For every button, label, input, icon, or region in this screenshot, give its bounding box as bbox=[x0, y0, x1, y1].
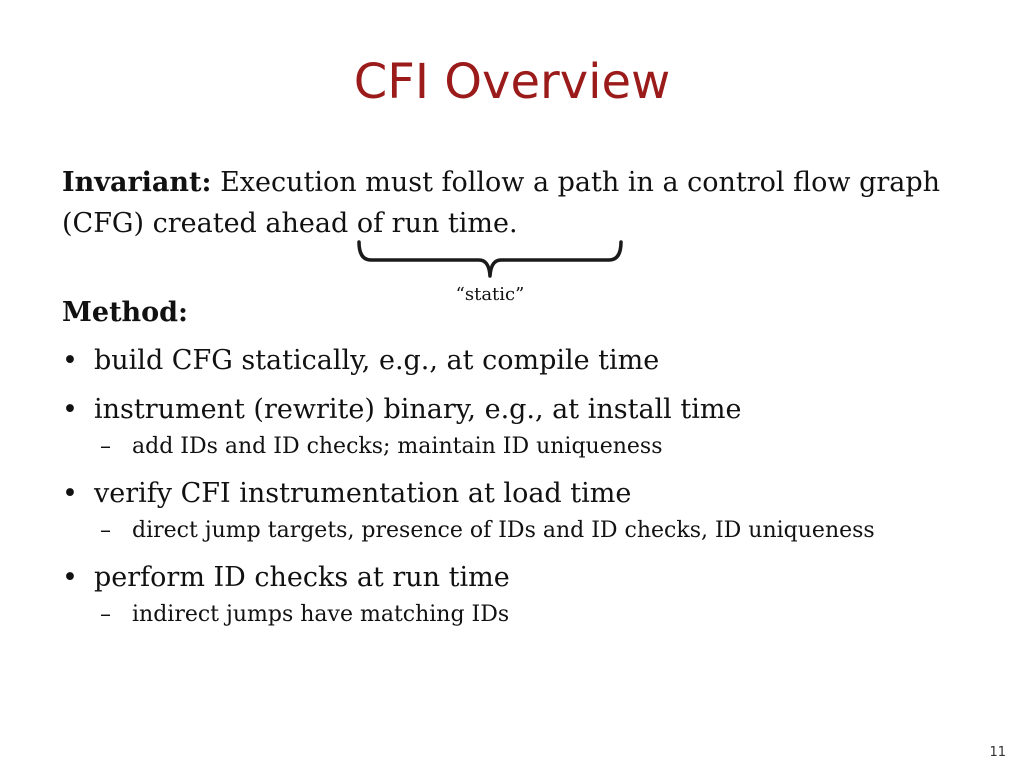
bullet-icon: • bbox=[62, 394, 78, 425]
bullet-icon: • bbox=[62, 345, 78, 376]
dash-icon: – bbox=[100, 434, 111, 459]
list-item bbox=[62, 558, 1002, 598]
list-item bbox=[62, 390, 1002, 430]
static-annotation: “static” bbox=[455, 284, 525, 305]
dash-icon: – bbox=[100, 518, 111, 543]
method-heading: Method: bbox=[62, 297, 189, 328]
slide-title: CFI Overview bbox=[353, 54, 671, 110]
list-item bbox=[62, 474, 1002, 514]
method-list bbox=[62, 341, 1002, 642]
invariant-text: Execution must follow a path in a control flow graph (CFG) created ahead of run time. bbox=[62, 167, 941, 239]
sub-list-item bbox=[62, 600, 1002, 630]
list-item-text: instrument (rewrite) binary, e.g., at install time bbox=[94, 394, 742, 425]
sub-list-item-text: direct jump targets, presence of IDs and ID checks, ID uniqueness bbox=[132, 518, 875, 543]
bullet-icon: • bbox=[62, 478, 78, 509]
sub-list-item-text: add IDs and ID checks; maintain ID uniqueness bbox=[132, 434, 663, 459]
page-number: 11 bbox=[989, 745, 1006, 760]
list-item-text: verify CFI instrumentation at load time bbox=[94, 478, 632, 509]
list-item-text: perform ID checks at run time bbox=[94, 562, 510, 593]
list-item-text: build CFG statically, e.g., at compile time bbox=[94, 345, 660, 376]
invariant-paragraph bbox=[62, 162, 962, 244]
sub-list-item bbox=[62, 516, 1002, 546]
dash-icon: – bbox=[100, 602, 111, 627]
bullet-icon: • bbox=[62, 562, 78, 593]
sub-list-item bbox=[62, 432, 1002, 462]
sub-list-item-text: indirect jumps have matching IDs bbox=[132, 602, 510, 627]
invariant-label: Invariant: bbox=[62, 167, 212, 198]
curly-brace-icon bbox=[355, 240, 627, 284]
list-item bbox=[62, 341, 1002, 381]
